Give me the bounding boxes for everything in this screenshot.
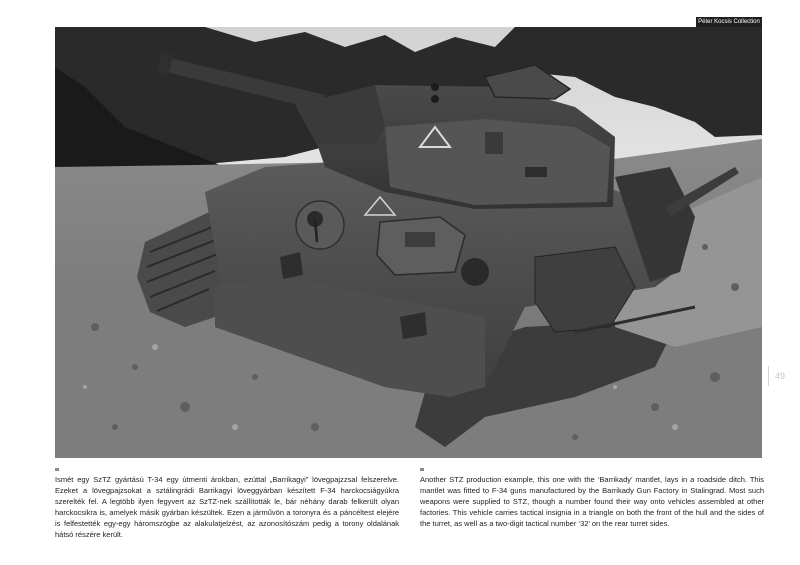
caption-marker <box>420 468 424 471</box>
photo-credit: Péter Kocsis Collection <box>696 17 762 27</box>
caption-english-text: Another STZ production example, this one with the ‘Barrikady’ mantlet, lays in a roadside ditch. This mantlet was fitted to F-34 guns manufactured by the Barrikady Gun Factory in Stalingrad. Most such weapons were supplied to STZ, though a number found their way onto vehicles assembled at other factories. This vehicle carries tactical insignia in a triangle on both the front of the hull and the sides of the turret, as well as a two-digit tactical number ‘32’ on the rear turret sides. <box>420 475 764 528</box>
caption-english <box>420 468 764 529</box>
turret-port <box>485 132 503 154</box>
caption-hungarian <box>55 468 399 540</box>
tank-photo <box>55 27 762 458</box>
caption-hungarian-text: Ismét egy SzTZ gyártású T-34 egy útmenti árokban, ezúttal „Barrikagyi” lövegpajzzsal felszerelve. Ezeket a lövegpajzsokat a sztálingrádi Barrikagyi löveggyárban készített F-34 harckocsiágyúkra szerelték fel. A legtöbb ilyen fegyvert az SzTZ-nek szállították le, bár néhány darab felkerült olyan harckocsikra is, amelyek másik gyárban készültek. Ezen a járművön a toronyra és a páncéltest elejére is felfestették egy-egy háromszögbe az alakulatjelzést, az azonosítószám pedig a torony oldalának hátsó részére került. <box>55 475 399 539</box>
caption-marker <box>55 468 59 471</box>
headlamp <box>461 258 489 286</box>
page-number: 49 <box>768 366 791 386</box>
